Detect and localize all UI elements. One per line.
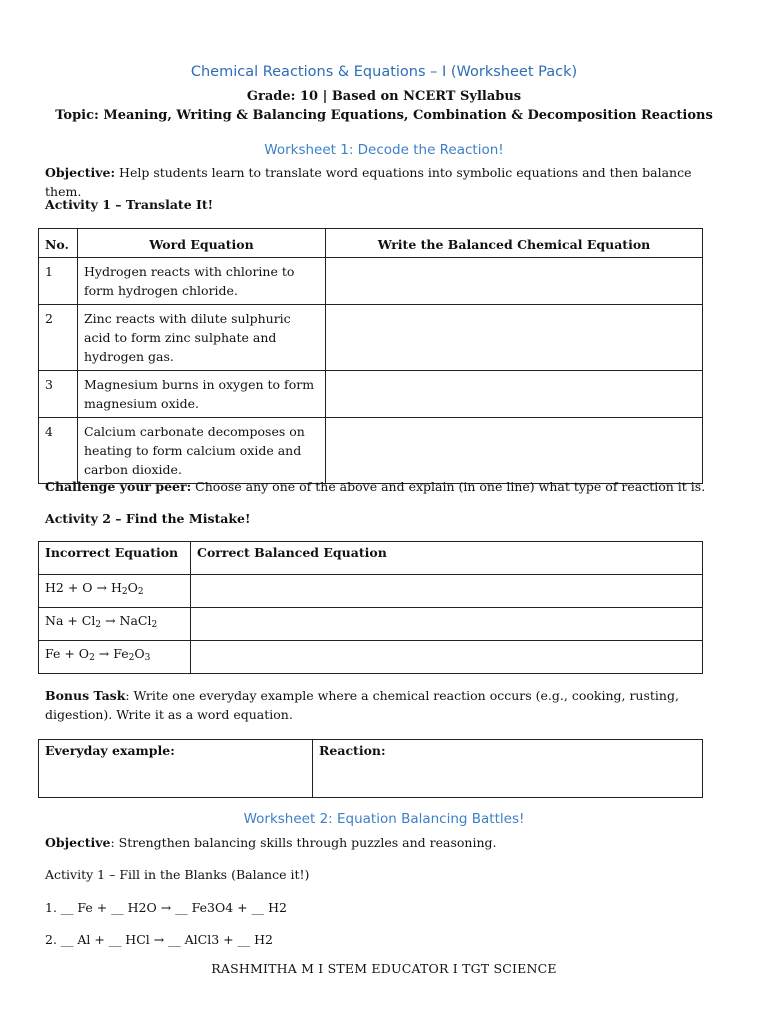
- objective-label: Objective: [45, 835, 111, 850]
- footer-credit: RASHMITHA M I STEM EDUCATOR I TGT SCIENCE: [211, 961, 557, 976]
- table-row: [39, 641, 703, 674]
- row-number: 3: [39, 371, 78, 418]
- answer-cell[interactable]: [326, 305, 703, 371]
- challenge-text: Choose any one of the above and explain (in one line) what type of reaction it is.: [191, 479, 706, 494]
- everyday-example-table: [38, 739, 703, 798]
- row-number: 2: [39, 305, 78, 371]
- header-incorrect: Incorrect Equation: [39, 542, 191, 575]
- challenge-line: [45, 477, 725, 496]
- header-no: No.: [39, 229, 78, 258]
- worksheet2-heading: Worksheet 2: Equation Balancing Battles!: [243, 811, 525, 827]
- row-number: 1: [39, 258, 78, 305]
- table-header-row: [39, 740, 703, 798]
- row-number: 4: [39, 418, 78, 484]
- bonus-label: Bonus Task: [45, 688, 126, 703]
- correct-equation-cell[interactable]: [191, 608, 703, 641]
- table-header-row: [39, 229, 703, 258]
- header-balanced-equation: Write the Balanced Chemical Equation: [326, 229, 703, 258]
- word-equation-cell: Calcium carbonate decomposes on heating to form calcium oxide and carbon dioxide.: [78, 418, 326, 484]
- grade-line: Grade: 10 | Based on NCERT Syllabus: [246, 89, 522, 104]
- table-row: [39, 258, 703, 305]
- activity2-title: Activity 2 – Find the Mistake!: [45, 511, 251, 526]
- objective-text: : Strengthen balancing skills through puzzles and reasoning.: [110, 835, 497, 850]
- find-mistake-table: [38, 541, 703, 674]
- worksheet2-activity1-title: Activity 1 – Fill in the Blanks (Balance it!): [45, 867, 310, 882]
- worksheet2-objective: [45, 833, 725, 852]
- table-header-row: [39, 542, 703, 575]
- objective-label: Objective:: [45, 165, 116, 180]
- balance-item: 2. __ Al + __ HCl → __ AlCl3 + __ H2: [45, 932, 273, 947]
- translate-table: [38, 228, 703, 484]
- answer-cell[interactable]: [326, 258, 703, 305]
- table-row: [39, 418, 703, 484]
- word-equation-cell: Zinc reacts with dilute sulphuric acid to form zinc sulphate and hydrogen gas.: [78, 305, 326, 371]
- header-word-equation: Word Equation: [78, 229, 326, 258]
- incorrect-equation: $H2 + O \to H_2O_2$: [39, 575, 191, 608]
- word-equation-cell: Hydrogen reacts with chlorine to form hydrogen chloride.: [78, 258, 326, 305]
- document-title: Chemical Reactions & Equations – I (Worksheet Pack): [190, 64, 578, 80]
- header-correct: Correct Balanced Equation: [191, 542, 703, 575]
- table-row: [39, 608, 703, 641]
- incorrect-equation: $Fe + O_2 \to Fe_2O_3$: [39, 641, 191, 674]
- activity1-title: Activity 1 – Translate It!: [45, 197, 214, 212]
- worksheet1-heading: Worksheet 1: Decode the Reaction!: [264, 142, 504, 158]
- table-row: [39, 305, 703, 371]
- bonus-task: [45, 686, 725, 724]
- challenge-label: Challenge your peer:: [45, 479, 192, 494]
- word-equation-cell: Magnesium burns in oxygen to form magnesium oxide.: [78, 371, 326, 418]
- incorrect-equation: $Na + Cl_2$ → NaCl$_2$: [39, 608, 191, 641]
- balance-item: 1. __ Fe + __ H2O → __ Fe3O4 + __ H2: [45, 900, 287, 915]
- correct-equation-cell[interactable]: [191, 575, 703, 608]
- reaction-cell[interactable]: Reaction:: [313, 740, 703, 798]
- objective-text: Help students learn to translate word equations into symbolic equations and then balance them.: [45, 165, 692, 199]
- bonus-text: : Write one everyday example where a chemical reaction occurs (e.g., cooking, rusting, digestion). Write it as a word equation.: [45, 688, 679, 722]
- answer-cell[interactable]: [326, 371, 703, 418]
- topic-line: Topic: Meaning, Writing & Balancing Equations, Combination & Decomposition Reactions: [55, 108, 713, 123]
- correct-equation-cell[interactable]: [191, 641, 703, 674]
- table-row: [39, 371, 703, 418]
- table-row: [39, 575, 703, 608]
- answer-cell[interactable]: [326, 418, 703, 484]
- everyday-example-cell[interactable]: Everyday example:: [39, 740, 313, 798]
